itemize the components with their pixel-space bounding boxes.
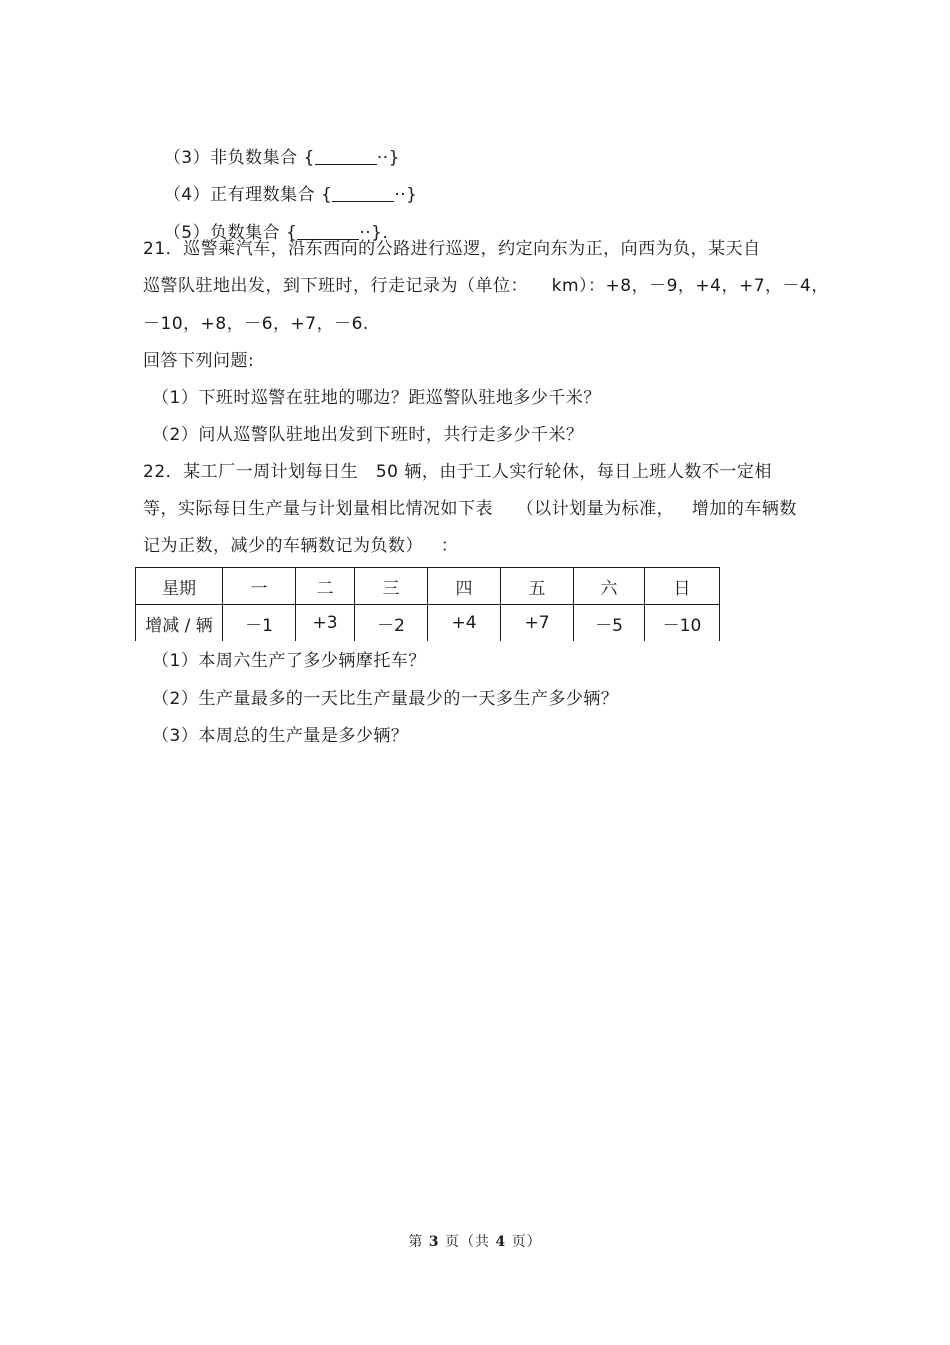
- table-cell: 星期: [136, 568, 223, 605]
- table-cell: －10: [645, 605, 720, 642]
- q21-sub-1: （1）下班时巡警在驻地的哪边？距巡警队驻地多少千米？: [152, 388, 601, 408]
- production-table: [135, 567, 720, 641]
- q22-sub-1: （1）本周六生产了多少辆摩托车？: [152, 651, 426, 671]
- table-cell: 日: [645, 568, 720, 605]
- footer-text: 页（共: [439, 1234, 496, 1250]
- q22-line-3: 记为正数，减少的车辆数记为负数） ：: [143, 536, 459, 556]
- table-cell: 六: [574, 568, 645, 605]
- q21-sub-2: （2）问从巡警队驻地出发到下班时，共行走多少千米？: [152, 425, 584, 445]
- footer-text: 页）: [506, 1234, 542, 1250]
- set-item-close: ··}.: [359, 223, 389, 243]
- q21-line-2: 巡警队驻地出发，到下班时，行走记录为（单位： km）：+8，－9，+4，+7，－4，: [143, 276, 829, 296]
- page-number: 3: [428, 1234, 440, 1250]
- set-item-label: （5）负数集合 {: [163, 223, 298, 243]
- q21-line-3: －10，+8，－6，+7，－6.: [143, 314, 369, 334]
- table-row: [136, 605, 720, 642]
- set-item-label: （3）非负数集合 {: [163, 148, 315, 168]
- table-header-row: [136, 568, 720, 605]
- table-cell: －5: [574, 605, 645, 642]
- q22-sub-2: （2）生产量最多的一天比生产量最少的一天多生产多少辆？: [152, 689, 619, 709]
- table-cell: 五: [501, 568, 574, 605]
- q22-line-2: 等，实际每日生产量与计划量相比情况如下表 （以计划量为标准， 增加的车辆数: [143, 499, 797, 519]
- q21-prompt: 回答下列问题:: [143, 351, 255, 371]
- page-footer: [0, 1231, 950, 1251]
- q21-line-1: 21．巡警乘汽车，沿东西向的公路进行巡逻，约定向东为正，向西为负，某天自: [143, 239, 761, 259]
- table-cell: 四: [428, 568, 501, 605]
- set-item-close: ··}: [394, 185, 418, 205]
- table-cell: 增减 / 辆: [136, 605, 223, 642]
- footer-text: 第: [408, 1234, 429, 1250]
- table-cell: +4: [428, 605, 501, 642]
- table-cell: +7: [501, 605, 574, 642]
- table-cell: －1: [223, 605, 296, 642]
- total-pages: 4: [495, 1234, 507, 1250]
- q22-sub-3: （3）本周总的生产量是多少辆？: [152, 726, 409, 746]
- table-cell: －2: [355, 605, 428, 642]
- table-cell: +3: [296, 605, 355, 642]
- q22-line-1: 22．某工厂一周计划每日生 50 辆，由于工人实行轮休，每日上班人数不一定相: [143, 462, 772, 482]
- table-cell: 二: [296, 568, 355, 605]
- set-item-label: （4）正有理数集合 {: [163, 185, 333, 205]
- table-cell: 三: [355, 568, 428, 605]
- table-cell: 一: [223, 568, 296, 605]
- set-item-close: ··}: [376, 148, 400, 168]
